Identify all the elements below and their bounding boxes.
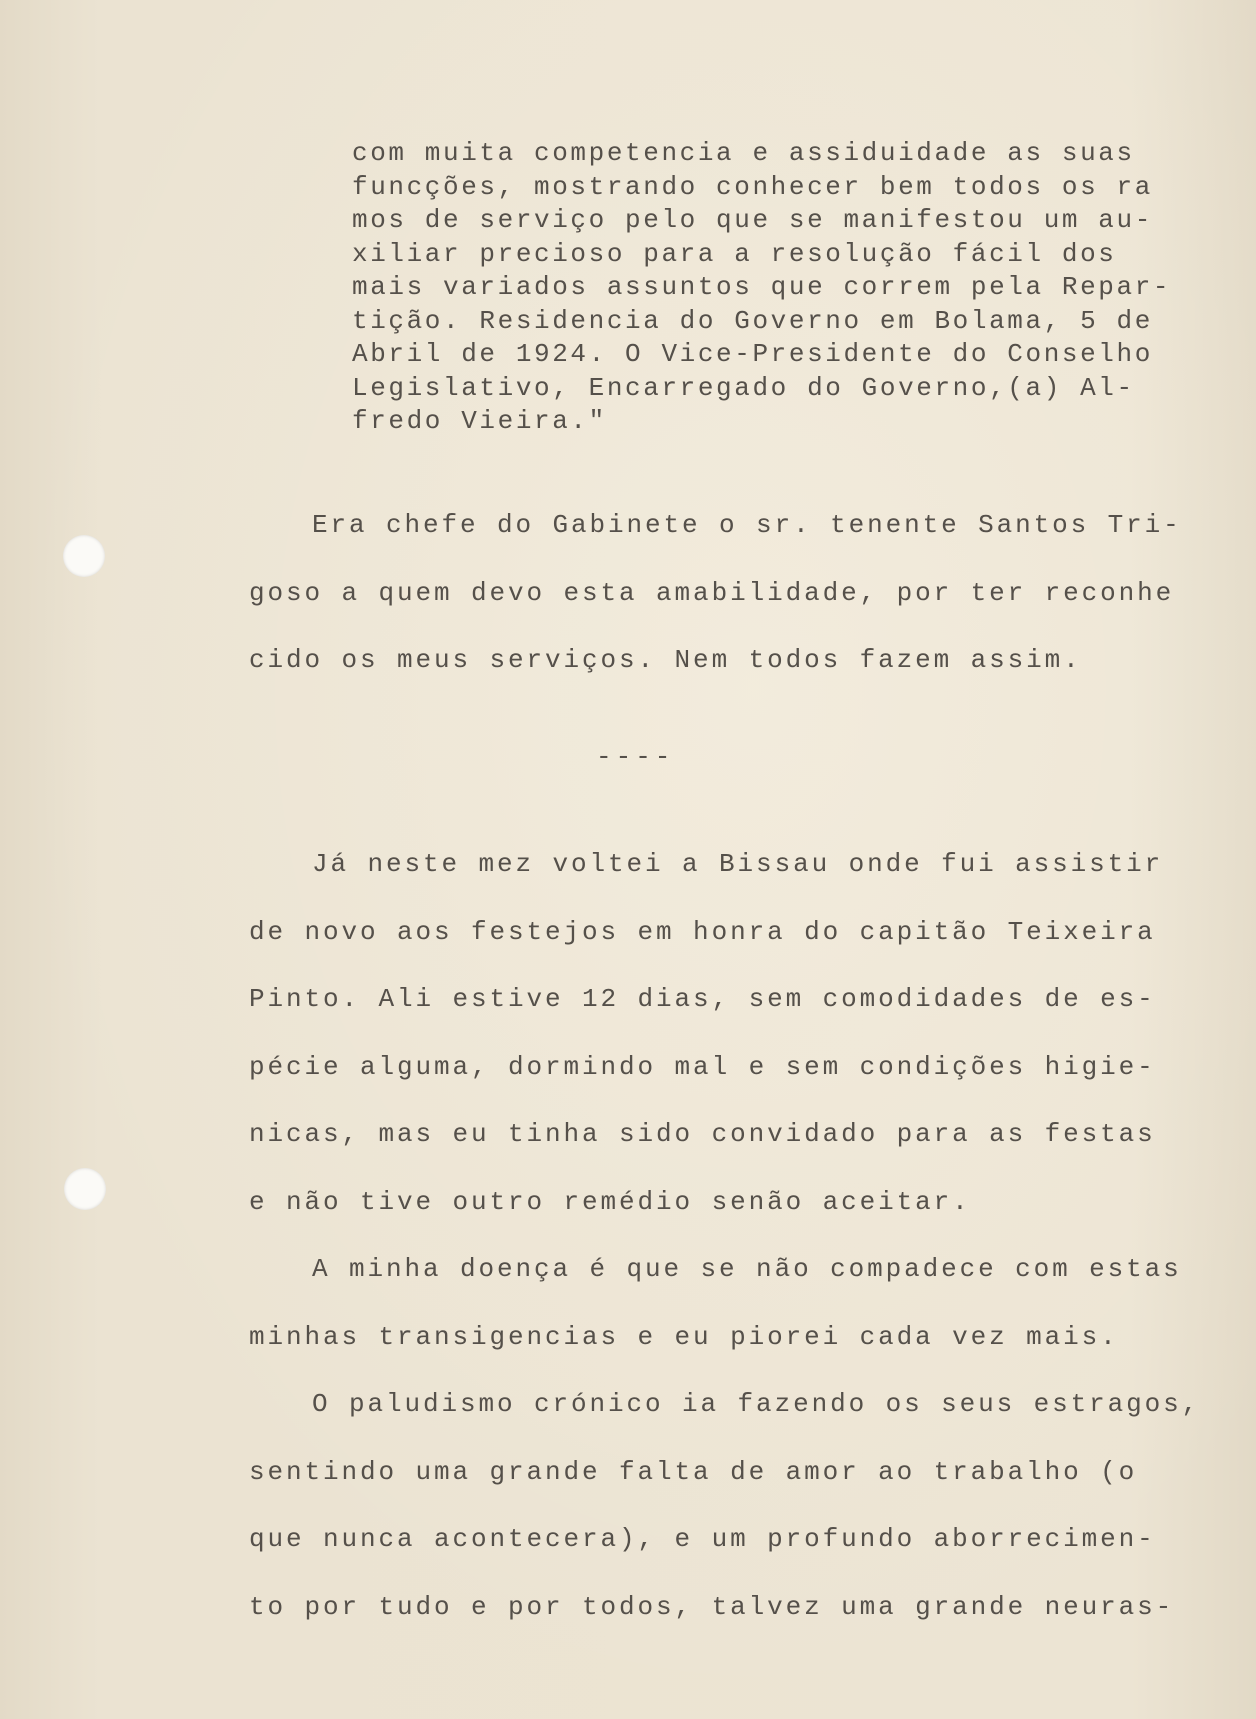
text-line: Legislativo, Encarregado do Governo,(a) Al- (352, 372, 1135, 403)
text-line: e não tive outro remédio senão aceitar. (249, 1186, 971, 1217)
paragraph-group (249, 831, 1249, 1641)
text-line: com muita competencia e assiduidade as suas (352, 138, 1135, 168)
text-line: minhas transigencias e eu piorei cada vez mais. (249, 1321, 1119, 1352)
section-separator: ---- (596, 742, 675, 772)
text-line: to por tudo e por todos, talvez uma grande neuras- (249, 1591, 1175, 1622)
punch-hole (64, 1168, 106, 1210)
text-line: Abril de 1924. O Vice-Presidente do Conselho (352, 339, 1153, 369)
text-line: sentindo uma grande falta de amor ao trabalho (o (249, 1456, 1138, 1487)
text-line: A minha doença é que se não compadece com estas (312, 1254, 1182, 1284)
text-line: mais variados assuntos que correm pela Repar- (352, 272, 1172, 302)
text-line: Já neste mez voltei a Bissau onde fui assistir (312, 849, 1164, 879)
text-line: fredo Vieira." (352, 406, 607, 436)
text-line: nicas, mas eu tinha sido convidado para as festas (249, 1119, 1156, 1149)
text-line: tição. Residencia do Governo em Bolama, 5 de (352, 305, 1153, 336)
text-line: Era chefe do Gabinete o sr. tenente Santos Tri- (312, 510, 1182, 540)
paragraph (249, 492, 1249, 695)
text-line: pécie alguma, dormindo mal e sem condições higie- (249, 1051, 1156, 1082)
quoted-text-block (352, 137, 1232, 439)
text-line: que nunca acontecera), e um profundo aborrecimen- (249, 1524, 1156, 1554)
text-line: O paludismo crónico ia fazendo os seus estragos, (312, 1389, 1201, 1419)
text-line: xiliar precioso para a resolução fácil dos (352, 238, 1117, 269)
text-line: de novo aos festejos em honra do capitão Teixeira (249, 916, 1156, 947)
text-line: funcções, mostrando conhecer bem todos os ra (352, 171, 1153, 202)
punch-hole (63, 535, 105, 577)
text-line: goso a quem devo esta amabilidade, por ter reconhe (249, 577, 1175, 608)
text-line: Pinto. Ali estive 12 dias, sem comodidades de es- (249, 984, 1156, 1014)
text-line: cido os meus serviços. Nem todos fazem assim. (249, 645, 1082, 675)
text-line: mos de serviço pelo que se manifestou um au- (352, 205, 1153, 235)
